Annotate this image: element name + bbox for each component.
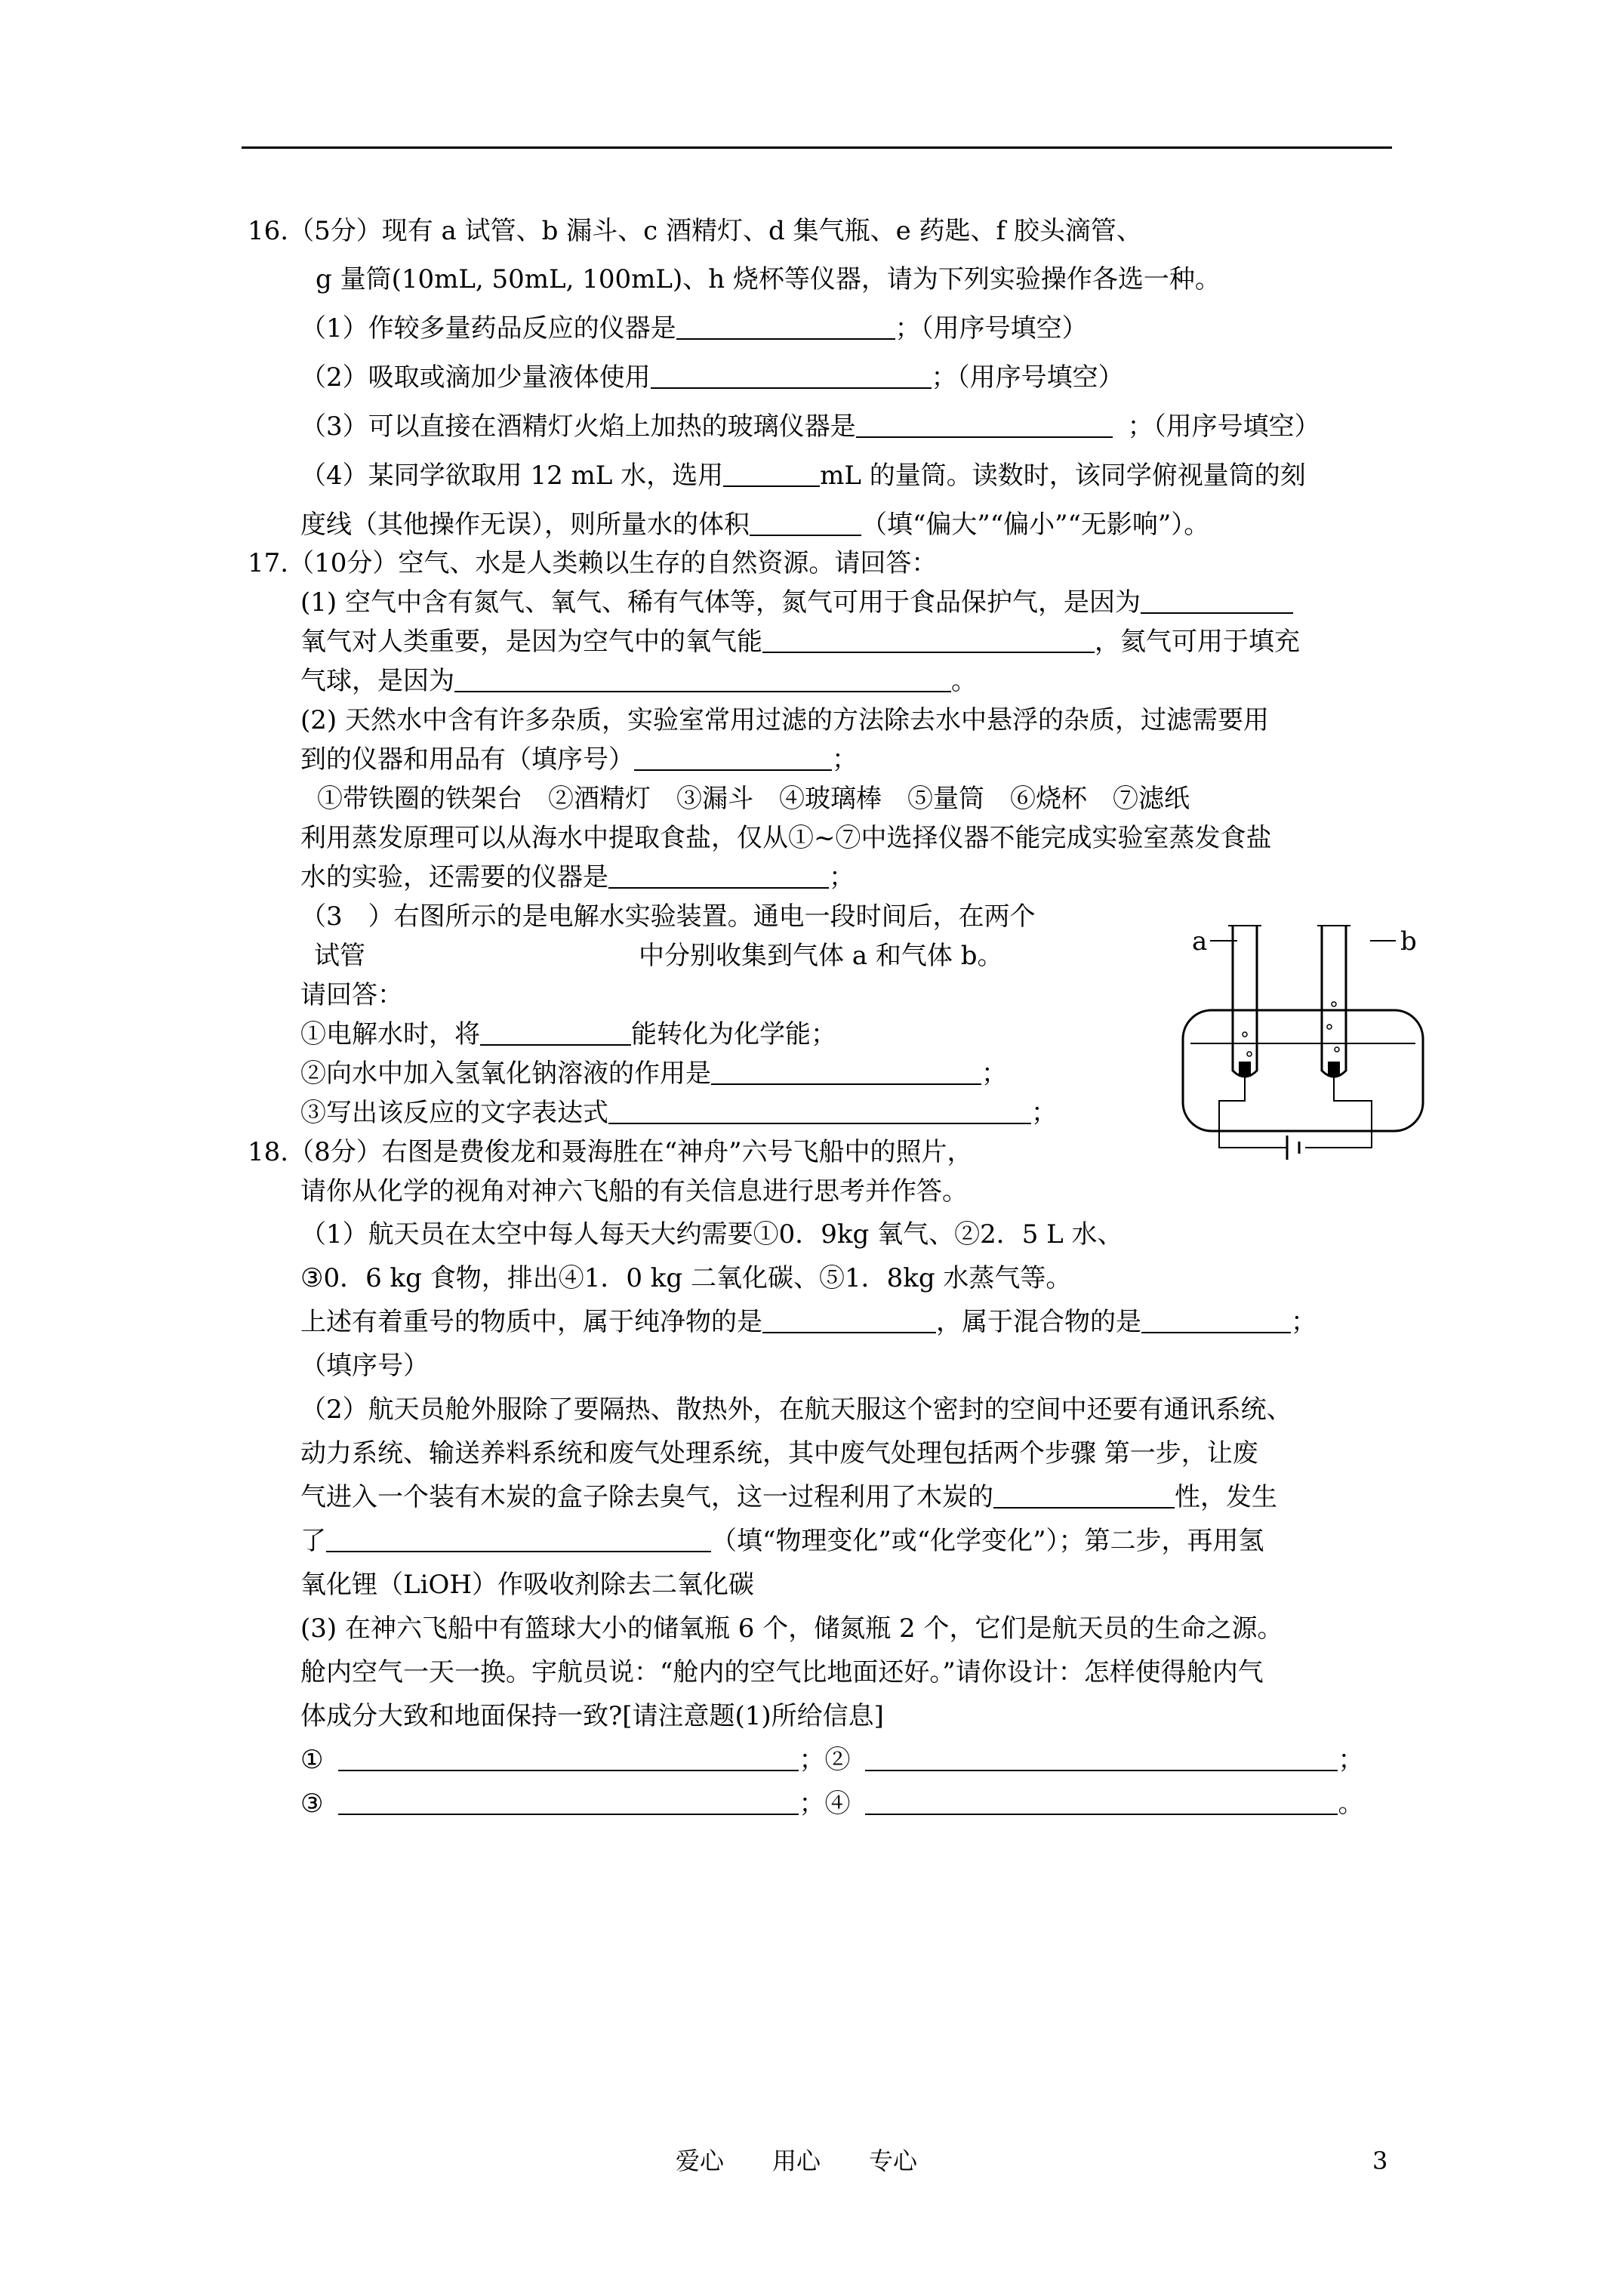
q16-part4-text4: （填“偏大”“偏小”“无影响”）。 bbox=[861, 510, 1210, 540]
test-tube-a bbox=[1233, 926, 1257, 1077]
q17-part3-q1 bbox=[300, 1016, 836, 1052]
q18-part2-text5: 了 bbox=[300, 1526, 326, 1556]
q17-part1-line3 bbox=[300, 663, 977, 699]
q16-part4-text3: 度线（其他操作无误），则所量水的体积 bbox=[300, 510, 750, 540]
q18-part2-text6: （填“物理变化”或“化学变化”）；第二步，再用氢 bbox=[711, 1526, 1264, 1556]
q17-part2: (2) 天然水中含有许多杂质，实验室常用过滤的方法除去水中悬浮的杂质，过滤需要用 bbox=[300, 705, 1269, 735]
q16-part1 bbox=[300, 310, 1088, 347]
test-tube-b bbox=[1322, 926, 1346, 1077]
q18-part1-line3 bbox=[300, 1304, 1317, 1340]
q16-stem: 16.（5分）现有 a 试管、b 漏斗、c 酒精灯、d 集气瓶、e 药匙、f 胶头滴管、 bbox=[248, 216, 1142, 246]
q17-part1-text3: ，氦气可用于填充 bbox=[1095, 627, 1300, 657]
wire-right bbox=[1305, 1077, 1372, 1148]
q17-part3-q3 bbox=[300, 1095, 1057, 1131]
answer-blank[interactable] bbox=[711, 1058, 981, 1085]
answer-blank[interactable] bbox=[480, 1019, 631, 1046]
answer-blank[interactable] bbox=[723, 460, 820, 487]
bubble bbox=[1327, 1025, 1332, 1029]
electrode-a bbox=[1239, 1062, 1251, 1077]
q16-part2 bbox=[300, 359, 1124, 396]
electrode-b bbox=[1328, 1062, 1340, 1077]
q18-part2-line2: 动力系统、输送养料系统和废气处理系统，其中废气处理包括两个步骤 第一步，让废 bbox=[300, 1438, 1258, 1469]
header-rule bbox=[242, 146, 1392, 149]
answer-blank[interactable] bbox=[326, 1525, 711, 1552]
q17-part2-text6: ； bbox=[829, 862, 855, 892]
wire-left bbox=[1219, 1077, 1287, 1148]
q18-blank2-label: ；② bbox=[799, 1745, 851, 1775]
q16-stem-cont: g 量筒(10mL, 50mL, 100mL)、h 烧杯等仪器，请为下列实验操作各选一种。 bbox=[316, 264, 1221, 294]
q17-part1-line2 bbox=[300, 624, 1300, 660]
q17-part1-text2: 氧气对人类重要，是因为空气中的氧气能 bbox=[300, 627, 762, 657]
bubble bbox=[1332, 1002, 1336, 1006]
q16-part4-text: （4）某同学欲取用 12 mL 水，选用 bbox=[300, 461, 724, 491]
bubble bbox=[1243, 1032, 1247, 1037]
answer-blank-4[interactable] bbox=[865, 1788, 1338, 1815]
answer-blank[interactable] bbox=[1141, 1306, 1291, 1333]
q17-part3-q3-tail: ； bbox=[1031, 1098, 1057, 1128]
q17-part3-q1-text: ①电解水时，将 bbox=[300, 1019, 480, 1049]
answer-blank[interactable] bbox=[750, 509, 861, 536]
bubble bbox=[1247, 1052, 1252, 1056]
q18-blank4-label: ；④ bbox=[799, 1789, 851, 1819]
q17-part2-line4: 利用蒸发原理可以从海水中提取食盐，仅从①~⑦中选择仪器不能完成实验室蒸发食盐 bbox=[300, 823, 1272, 853]
q18-part2-line5: 氧化锂（LiOH）作吸收剂除去二氧化碳 bbox=[300, 1570, 754, 1600]
q18-part1-text4: ，属于混合物的是 bbox=[936, 1307, 1141, 1337]
q18-part3-line2: 舱内空气一天一换。宇航员说：“舱内的空气比地面还好。”请你设计：怎样使得舱内气 bbox=[300, 1657, 1264, 1687]
q17-part1-text5: 。 bbox=[951, 666, 977, 696]
q18-answer-row1 bbox=[300, 1742, 1363, 1778]
q16-part1-tail: ；（用序号填空） bbox=[895, 313, 1088, 344]
q17-part3-line3: 请回答： bbox=[300, 980, 403, 1010]
q17-part3-q2-tail: ； bbox=[981, 1059, 1007, 1089]
answer-blank[interactable] bbox=[762, 626, 1095, 653]
q17-part3-line2a: 试管 bbox=[314, 941, 365, 971]
q18-blank3-label: ③ bbox=[300, 1789, 324, 1819]
page-number: 3 bbox=[1372, 2147, 1388, 2175]
q18-row2-end: 。 bbox=[1338, 1789, 1364, 1819]
q18-part1-line2: ③0．6 kg 食物，排出④1．0 kg 二氧化碳、⑤1．8kg 水蒸气等。 bbox=[300, 1263, 1072, 1293]
q18-row1-end: ； bbox=[1338, 1745, 1364, 1775]
q16-part3 bbox=[300, 408, 1320, 445]
answer-blank[interactable] bbox=[993, 1481, 1175, 1509]
q16-part3-tail: ；（用序号填空） bbox=[1127, 411, 1320, 442]
bubble bbox=[1335, 1047, 1339, 1052]
answer-blank[interactable] bbox=[608, 861, 829, 889]
footer-slogan: 爱心 用心 专心 bbox=[676, 2147, 918, 2175]
answer-blank[interactable] bbox=[454, 665, 951, 692]
q17-part3-q2-text: ②向水中加入氢氧化钠溶液的作用是 bbox=[300, 1059, 711, 1089]
answer-blank[interactable] bbox=[651, 362, 932, 389]
q17-part2-text3: ； bbox=[832, 744, 858, 775]
q18-part1: （1）航天员在太空中每人每天大约需要①0．9kg 氧气、②2．5 L 水、 bbox=[300, 1219, 1123, 1250]
q16-part4-text2: mL 的量筒。读数时，该同学俯视量筒的刻 bbox=[820, 461, 1306, 491]
electrolysis-diagram bbox=[1174, 921, 1438, 1170]
q17-part2-text2: 到的仪器和用品有（填序号） bbox=[300, 744, 634, 775]
answer-blank[interactable] bbox=[1141, 587, 1293, 614]
q18-blank1-label: ① bbox=[300, 1745, 324, 1775]
q17-part3-line2b: 中分别收集到气体 a 和气体 b。 bbox=[639, 941, 1003, 971]
q18-part1-line4: （填序号） bbox=[300, 1351, 429, 1381]
answer-blank[interactable] bbox=[856, 411, 1113, 438]
q18-part1-text5: ； bbox=[1291, 1307, 1317, 1337]
q17-part3-q2 bbox=[300, 1056, 1007, 1092]
q17-part1 bbox=[300, 584, 1293, 621]
q16-part1-text: （1）作较多量药品反应的仪器是 bbox=[300, 313, 676, 344]
q16-part2-tail: ；（用序号填空） bbox=[931, 362, 1124, 393]
q16-part4-cont bbox=[300, 507, 1209, 543]
q18-stem-cont: 请你从化学的视角对神六飞船的有关信息进行思考并作答。 bbox=[300, 1176, 968, 1207]
q18-part2: （2）航天员舱外服除了要隔热、散热外，在航天服这个密封的空间中还要有通讯系统、 bbox=[300, 1395, 1292, 1425]
q17-part3: （3 ）右图所示的是电解水实验装置。通电一段时间后，在两个 bbox=[300, 901, 1036, 932]
label-gas-b: b bbox=[1400, 926, 1417, 957]
q18-part2-line4 bbox=[300, 1523, 1264, 1559]
q18-part2-line3 bbox=[300, 1479, 1277, 1515]
answer-blank-1[interactable] bbox=[338, 1744, 799, 1771]
q16-part2-text: （2）吸取或滴加少量液体使用 bbox=[300, 362, 651, 393]
q17-part3-q3-text: ③写出该反应的文字表达式 bbox=[300, 1098, 608, 1128]
q17-part2-text5: 水的实验，还需要的仪器是 bbox=[300, 862, 608, 892]
q16-part3-text: （3）可以直接在酒精灯火焰上加热的玻璃仪器是 bbox=[300, 411, 856, 442]
answer-blank[interactable] bbox=[608, 1097, 1031, 1124]
answer-blank-2[interactable] bbox=[865, 1744, 1338, 1771]
q17-part2-line5 bbox=[300, 859, 855, 895]
q17-part1-text4: 气球，是因为 bbox=[300, 666, 454, 696]
q18-part3: (3) 在神六飞船中有篮球大小的储氧瓶 6 个，储氮瓶 2 个，它们是航天员的生命之源。 bbox=[300, 1613, 1283, 1644]
q18-part2-text4: 性，发生 bbox=[1175, 1482, 1277, 1512]
q18-part1-text3: 上述有着重号的物质中，属于纯净物的是 bbox=[300, 1307, 762, 1337]
q18-part3-line3: 体成分大致和地面保持一致?[请注意题(1)所给信息] bbox=[300, 1701, 884, 1731]
answer-blank[interactable] bbox=[762, 1306, 936, 1333]
q18-part2-text3: 气进入一个装有木炭的盒子除去臭气，这一过程利用了木炭的 bbox=[300, 1482, 993, 1512]
q17-part2-line2 bbox=[300, 741, 858, 778]
answer-blank[interactable] bbox=[634, 744, 832, 771]
q17-stem: 17.（10分）空气、水是人类赖以生存的自然资源。请回答： bbox=[248, 548, 938, 578]
answer-blank-3[interactable] bbox=[338, 1788, 799, 1815]
q18-answer-row2 bbox=[300, 1786, 1363, 1822]
q16-part4 bbox=[300, 458, 1306, 494]
q17-instrument-list: ①带铁圈的铁架台 ②酒精灯 ③漏斗 ④玻璃棒 ⑤量筒 ⑥烧杯 ⑦滤纸 bbox=[317, 784, 1190, 814]
answer-blank[interactable] bbox=[676, 313, 895, 340]
q17-part1-text: (1) 空气中含有氮气、氧气、稀有气体等，氮气可用于食品保护气，是因为 bbox=[300, 587, 1141, 618]
q17-part3-q1-tail: 能转化为化学能； bbox=[631, 1019, 836, 1049]
label-gas-a: a bbox=[1192, 926, 1208, 957]
q18-stem: 18.（8分）右图是费俊龙和聂海胜在“神舟”六号飞船中的照片， bbox=[248, 1137, 973, 1167]
